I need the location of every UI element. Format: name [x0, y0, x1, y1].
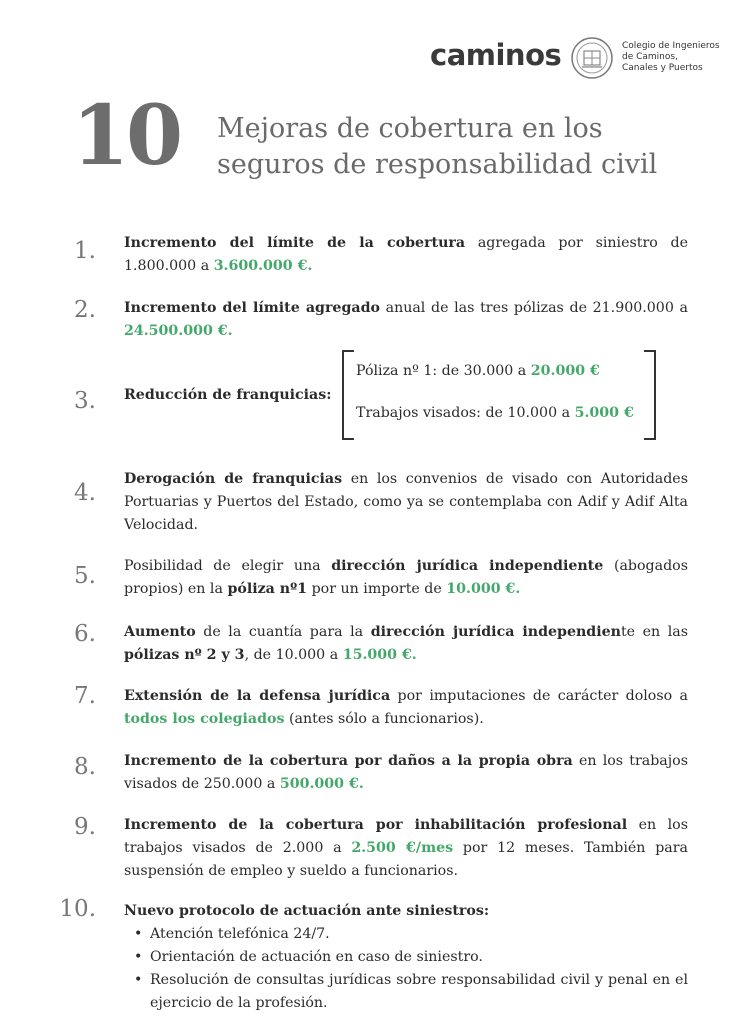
franchise-line-policy: Póliza nº 1: de 30.000 a 20.000 €: [356, 363, 600, 379]
item-text: Incremento del límite agregado anual de las tres pólizas de 21.900.000 a 24.500.000 €.: [124, 300, 688, 339]
item-number: 7.: [74, 683, 96, 709]
franchise-bracket-box: [342, 350, 656, 436]
item-text: Extensión de la defensa jurídica por imputaciones de carácter doloso a todos los colegiados (antes sólo a funcionarios).: [124, 688, 688, 727]
item-text: Aumento de la cuantía para la dirección jurídica independiente en las pólizas nº 2 y 3, de 10.000 a 15.000 €.: [124, 624, 688, 663]
item-text: Derogación de franquicias en los convenios de visado con Autoridades Portuarias y Puertos del Estado, como ya se contemplaba con Adif y Adif Alta Velocidad.: [124, 471, 688, 533]
item-text: Nuevo protocolo de actuación ante siniestros: • Atención telefónica 24/7. • Orientación de actuación en caso de siniestro. • Resolución de consultas jurídicas sobre responsabilidad civil y penal en el ejercicio de la profesión.: [124, 900, 688, 1015]
organization-logo: [430, 36, 730, 82]
logo-wordmark: caminos: [430, 38, 562, 72]
page-title: Mejoras de cobertura en los seguros de responsabilidad civil: [217, 113, 658, 180]
franchise-line-works: Trabajos visados: de 10.000 a 5.000 €: [356, 405, 634, 421]
item-number: 5.: [74, 563, 96, 589]
item-number: 9.: [74, 814, 96, 840]
item-text: Posibilidad de elegir una dirección jurídica independiente (abogados propios) en la póliza nº1 por un importe de 10.000 €.: [124, 558, 689, 597]
header-number: 10: [72, 88, 181, 184]
item-text: Incremento de la cobertura por inhabilitación profesional en los trabajos visados de 2.000 a 2.500 €/mes por 12 meses. También para suspensión de empleo y sueldo a funcionarios.: [124, 817, 688, 879]
item-number: 4.: [74, 480, 96, 506]
seal-icon: [570, 36, 614, 80]
bullet-item: • Resolución de consultas jurídicas sobre responsabilidad civil y penal en el ejercicio de la profesión.: [124, 969, 688, 1015]
item-number: 2.: [74, 297, 96, 323]
item-number: 6.: [74, 621, 96, 647]
bullet-item: • Atención telefónica 24/7.: [124, 923, 688, 946]
organization-name: Colegio de Ingenieros de Caminos, Canales y Puertos: [622, 41, 720, 73]
item-number: 8.: [74, 754, 96, 780]
item-text: Incremento de la cobertura por daños a la propia obra en los trabajos visados de 250.000 a 500.000 €.: [124, 753, 688, 792]
bullet-item: • Orientación de actuación en caso de siniestro.: [124, 946, 688, 969]
item-number: 1.: [74, 238, 96, 264]
item-text: Reducción de franquicias:: [124, 387, 332, 403]
item-number: 10.: [59, 896, 96, 922]
item-number: 3.: [74, 388, 96, 414]
item-text: Incremento del límite de la cobertura agregada por siniestro de 1.800.000 a 3.600.000 €.: [124, 235, 689, 274]
protocol-bullet-list: [124, 923, 688, 1015]
